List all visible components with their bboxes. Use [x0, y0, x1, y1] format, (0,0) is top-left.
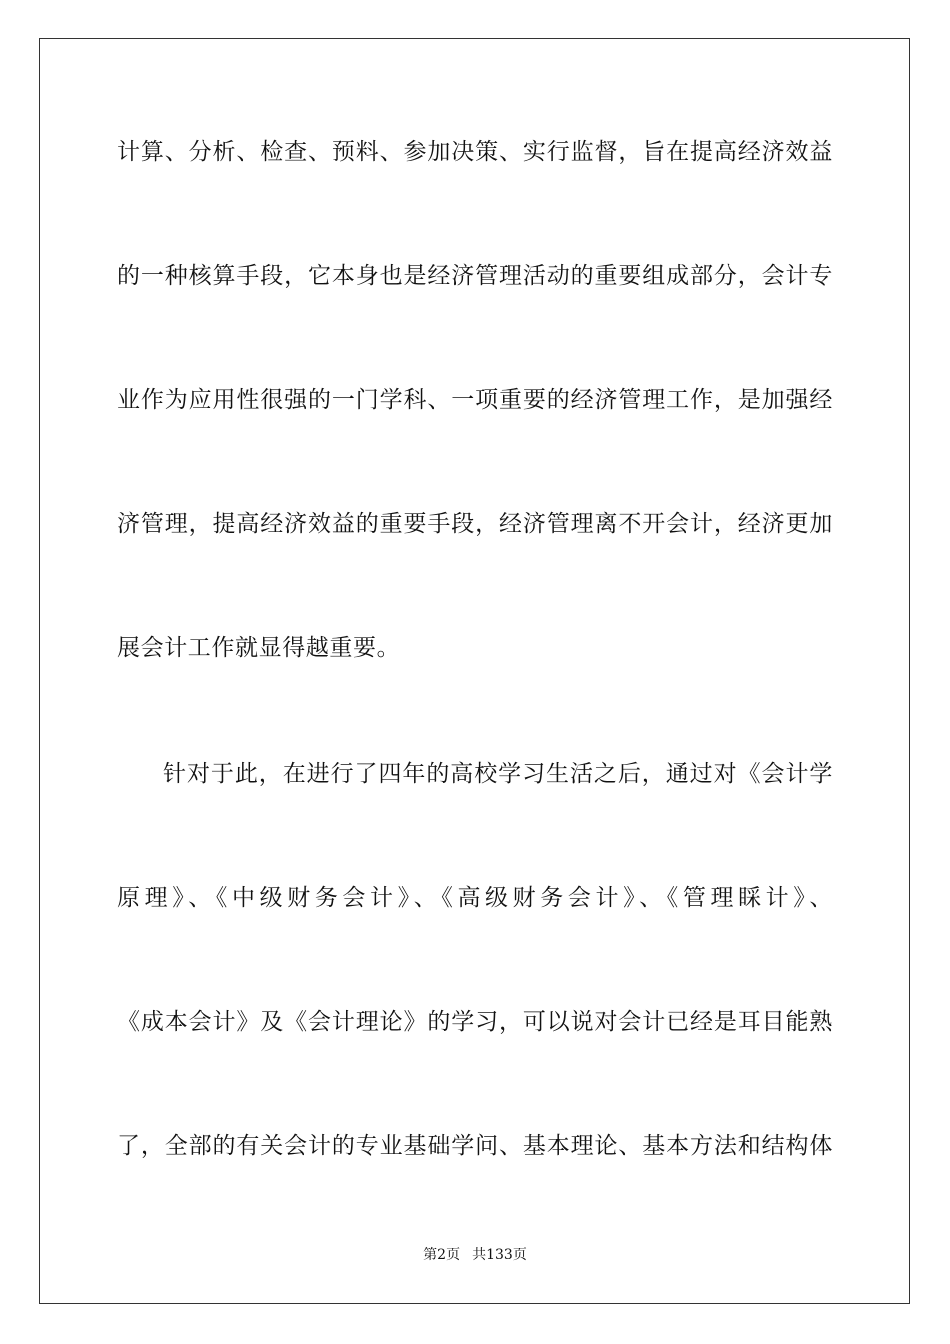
text-line-7: 原理》、《中级财务会计》、《高级财务会计》、《管理睬计》、	[117, 885, 833, 911]
text-line-5: 展会计工作就显得越重要。	[117, 635, 401, 661]
text-line-8: 《成本会计》及《会计理论》的学习，可以说对会计已经是耳目能熟	[117, 1009, 833, 1035]
text-line-3: 业作为应用性很强的一门学科、一项重要的经济管理工作，是加强经	[117, 387, 833, 413]
text-line-9: 了，全部的有关会计的专业基础学问、基本理论、基本方法和结构体	[117, 1133, 833, 1159]
page-border	[39, 38, 910, 1304]
page-footer	[0, 1246, 950, 1264]
page-total: 共133页	[472, 1247, 527, 1263]
text-line-2: 的一种核算手段，它本身也是经济管理活动的重要组成部分，会计专	[117, 263, 833, 289]
text-line-4: 济管理，提高经济效益的重要手段，经济管理离不开会计，经济更加	[117, 511, 833, 537]
text-line-6: 针对于此，在进行了四年的高校学习生活之后，通过对《会计学	[163, 761, 833, 787]
page-number: 第2页	[423, 1247, 461, 1263]
text-line-1: 计算、分析、检查、预料、参加决策、实行监督，旨在提高经济效益	[117, 139, 833, 165]
